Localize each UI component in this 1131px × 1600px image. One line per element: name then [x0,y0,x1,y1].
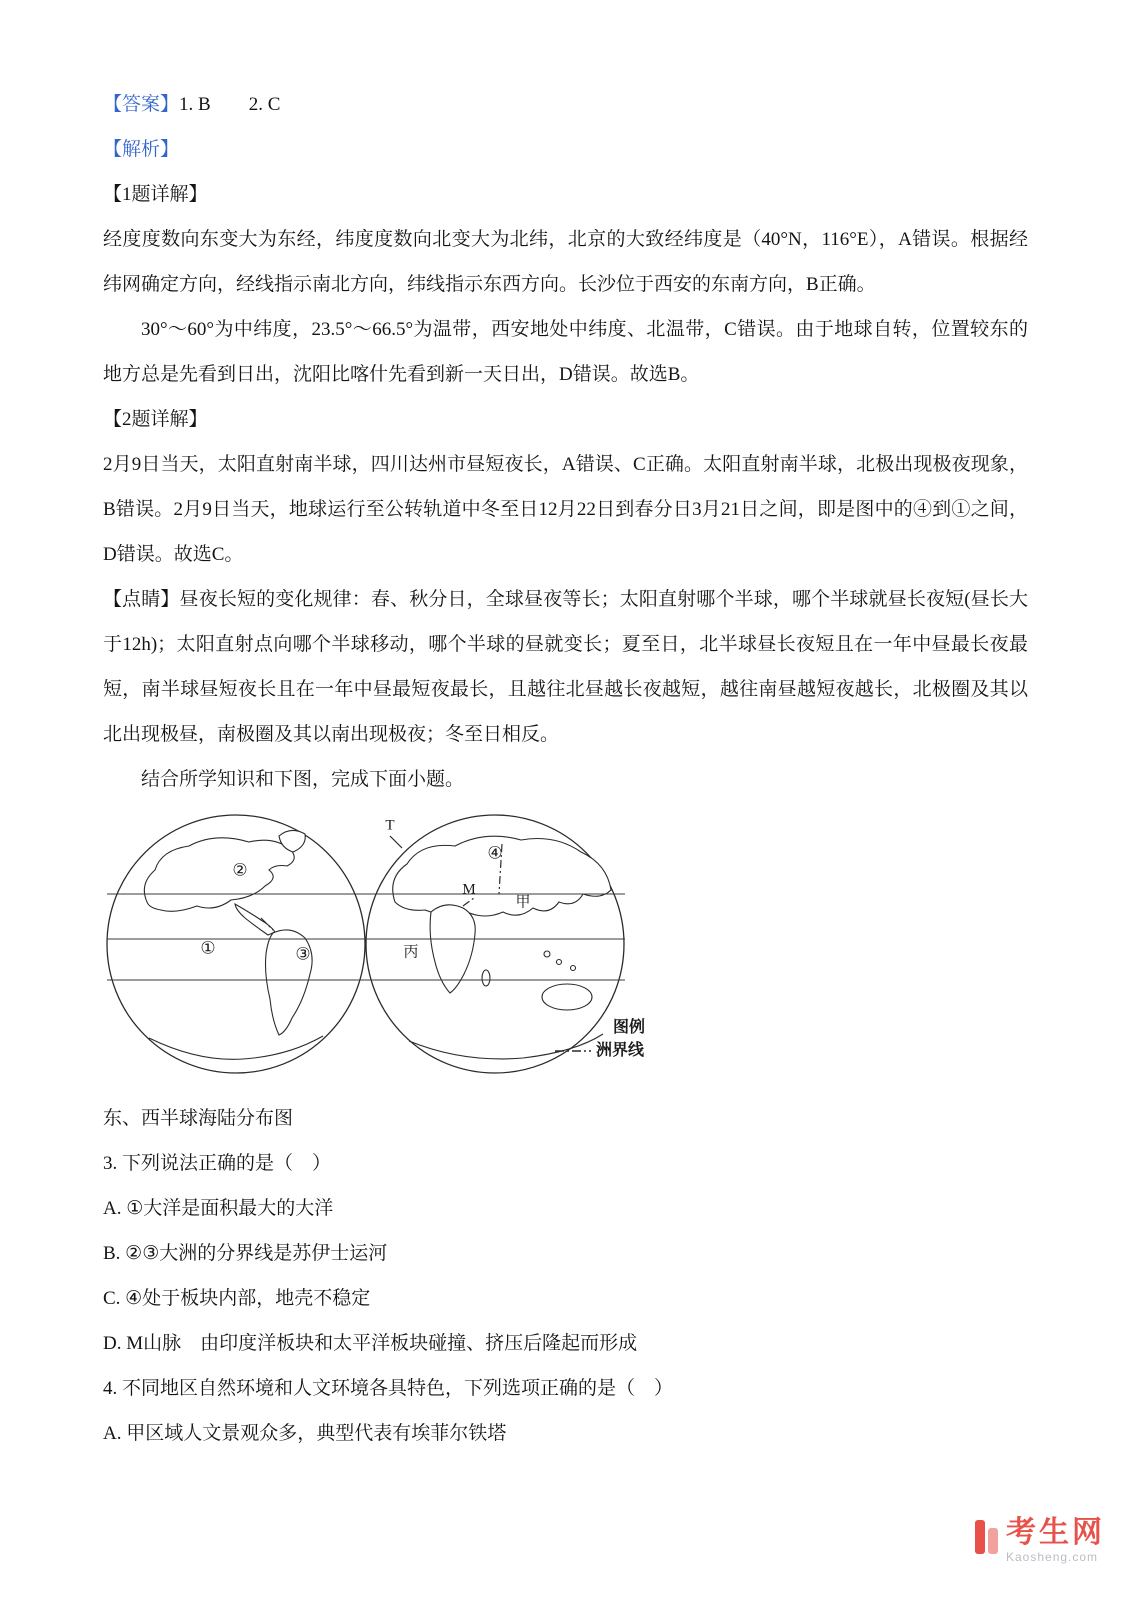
map-legend [555,1018,655,1061]
madagascar-shape [482,970,490,986]
map-label-t-mark: T [385,817,395,834]
watermark-site-domain: Kaosheng.com [1006,1550,1099,1564]
australia-shape [542,984,592,1010]
map-label-ocean-1: ① [200,938,216,958]
map-caption: 东、西半球海陆分布图 [103,1108,294,1129]
intro-line: 结合所学知识和下图，完成下面小题。 [141,769,465,790]
answer-text: 1. B 2. C [179,94,281,115]
antarctica-west-shape [149,1036,323,1059]
legend-item-label: 洲界线 [596,1042,645,1059]
map-label-mountain-m: M [462,881,476,898]
legend-title: 图例 [612,1019,645,1036]
kaosheng-watermark [975,1516,1105,1564]
q4-option-a: A. 甲区域人文景观众多，典型代表有埃菲尔铁塔 [103,1423,507,1444]
watermark-site-name: 考生网 [1006,1516,1105,1549]
q1-explain-paragraph-1: 经度度数向东变大为东经，纬度度数向北变大为北纬，北京的大致经纬度是（40°N，116°E），A错误。根据经纬网确定方向，经线指示南北方向，纬线指示东西方向。长沙位于西安的东南方向，B正确。 [103,229,1028,295]
q3-option-b: B. ②③大洲的分界线是苏伊士运河 [103,1243,388,1264]
q3-option-c: C. ④处于板块内部，地壳不稳定 [103,1288,371,1309]
map-label-region-4: ④ [487,843,503,863]
q1-explain-paragraph-2: 30°～60°为中纬度，23.5°～66.5°为温带，西安地处中纬度、北温带，C错误。由于地球自转，位置较东的地方总是先看到日出，沈阳比喀什先看到新一天日出，D错误。故选B。 [103,319,1028,385]
q1-explain-header: 【1题详解】 [103,184,208,205]
q2-explain-paragraph: 2月9日当天，太阳直射南半球，四川达州市昼短夜长，A错误、C正确。太阳直射南半球，北极出现极夜现象，B错误。2月9日当天，地球运行至公转轨道中冬至日12月22日到春分日3月21日之间，即是图中的④到①之间，D错误。故选C。 [103,454,1028,565]
q2-explain-header: 【2题详解】 [103,409,208,430]
q3-option-a: A. ①大洋是面积最大的大洋 [103,1198,334,1219]
map-label-region-jia: 甲 [515,894,531,911]
legend-row [555,1041,655,1061]
map-label-continent-2: ② [232,860,248,880]
map-label-continent-3: ③ [295,944,311,964]
q4-stem: 4. 不同地区自然环境和人文环境各具特色，下列选项正确的是（ ） [103,1378,674,1399]
analysis-line [103,127,1028,172]
q3-option-d: D. M山脉 由印度洋板块和太平洋板块碰撞、挤压后隆起而形成 [103,1333,638,1354]
t-mark-tail [390,836,402,848]
hemisphere-map-figure [103,806,653,1096]
north-america-shape [144,838,294,912]
map-label-region-bing: 丙 [403,944,419,961]
analysis-label: 【解析】 [103,139,180,160]
answer-line [103,82,1028,127]
tip-paragraph: 【点睛】昼夜长短的变化规律：春、秋分日，全球昼夜等长；太阳直射哪个半球，哪个半球就昼长夜短(昼长大于12h)；太阳直射点向哪个半球移动，哪个半球的昼就变长；夏至日，北半球昼长夜短且在一年中昼最长夜最短，南半球昼短夜长且在一年中昼最短夜最长，且越往北昼越长夜越短，越往南昼越短夜越长，北极圈及其以北出现极昼，南极圈及其以南出现极夜；冬至日相反。 [103,589,1028,745]
dash-dot-line-icon [555,1048,591,1054]
kaosheng-logo-icon [975,1516,998,1554]
q3-stem: 3. 下列说法正确的是（ ） [103,1153,332,1174]
island-shape [571,966,576,971]
island-shape [544,951,550,957]
answer-label: 【答案】 [103,94,180,115]
watermark-text [1006,1516,1105,1564]
central-america-shape [235,904,275,935]
island-shape [557,960,562,965]
